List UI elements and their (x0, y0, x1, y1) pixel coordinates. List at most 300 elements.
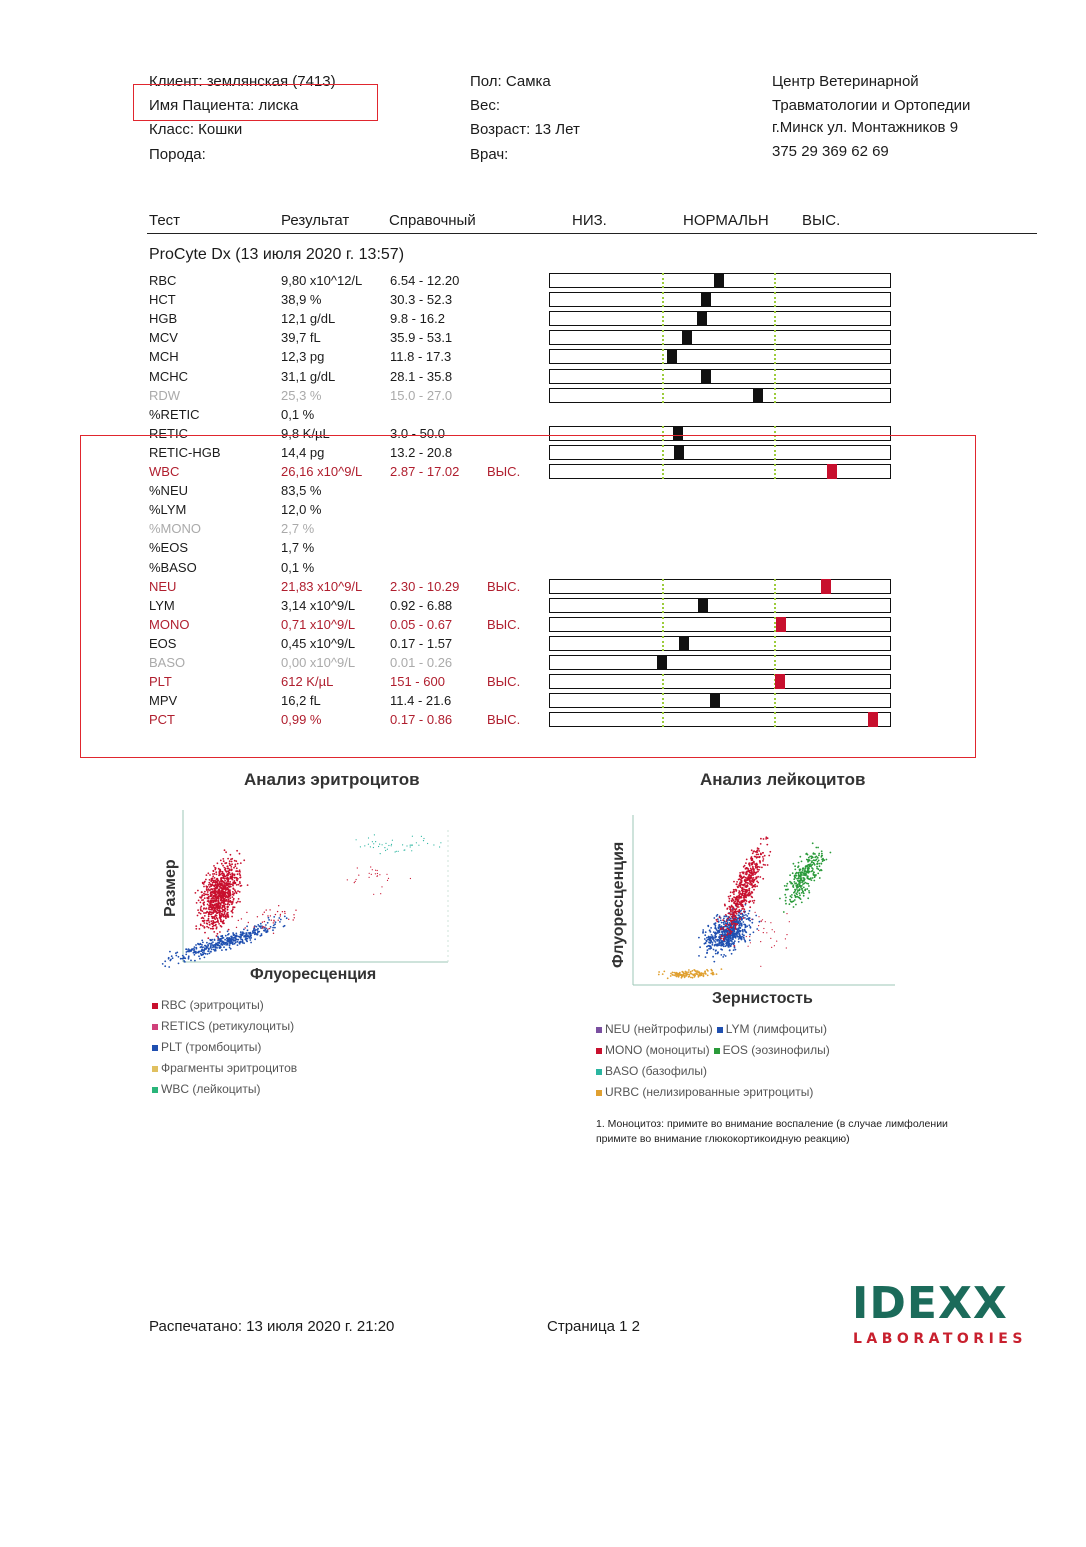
scatter-point (223, 937, 225, 939)
scatter-point (269, 909, 270, 910)
test-result: 1,7 % (281, 540, 315, 555)
scatter-point (743, 866, 745, 868)
scatter-point (717, 931, 719, 933)
scatter-point (802, 868, 804, 870)
scatter-point (742, 887, 744, 889)
scatter-point (802, 883, 804, 885)
scatter-point (211, 948, 213, 950)
scatter-point (203, 908, 205, 910)
test-name: MCH (149, 349, 179, 364)
wbc-x-label: Зернистость (712, 990, 813, 1007)
scatter-point (221, 877, 223, 879)
scatter-point (763, 838, 765, 840)
scatter-point (223, 903, 225, 905)
scatter-point (215, 871, 217, 873)
test-result: 26,16 x10^9/L (281, 464, 363, 479)
client-label: Клиент: землянская (7413) (149, 73, 336, 90)
scatter-point (228, 929, 230, 931)
scatter-point (720, 941, 722, 943)
scatter-point (370, 866, 371, 867)
scatter-point (819, 865, 821, 867)
scatter-point (747, 885, 749, 887)
scatter-point (231, 868, 233, 870)
scatter-point (742, 930, 744, 932)
scatter-point (732, 938, 734, 940)
scatter-point (793, 878, 795, 880)
scatter-point (785, 938, 786, 939)
scatter-point (227, 900, 229, 902)
scatter-point (806, 883, 808, 885)
scatter-point (184, 957, 186, 959)
scatter-point (716, 921, 718, 923)
scatter-point (733, 896, 735, 898)
scatter-point (208, 948, 210, 950)
legend-swatch (717, 1027, 723, 1033)
scatter-point (794, 876, 796, 878)
scatter-point (756, 885, 758, 887)
scatter-point (744, 899, 746, 901)
abnormal-results-highlight (80, 435, 976, 758)
doctor: Врач: (470, 146, 509, 163)
scatter-point (215, 910, 217, 912)
scatter-point (284, 916, 286, 918)
scatter-point (735, 919, 737, 921)
scatter-point (411, 850, 412, 851)
scatter-point (721, 968, 723, 970)
result-row (0, 386, 1086, 405)
rbc-x-label: Флуоресценция (250, 966, 377, 983)
scatter-point (718, 928, 720, 930)
rbc-scatter-points (162, 834, 442, 968)
scatter-point (731, 931, 733, 933)
scatter-point (813, 863, 815, 865)
scatter-point (228, 891, 230, 893)
scatter-point (658, 971, 660, 973)
scatter-point (723, 923, 725, 925)
scatter-point (738, 879, 740, 881)
scatter-point (761, 867, 763, 869)
scatter-point (755, 915, 757, 917)
range-guide-line (774, 311, 776, 326)
scatter-point (770, 938, 771, 939)
scatter-point (224, 867, 226, 869)
scatter-point (797, 896, 799, 898)
range-guide-line (662, 292, 664, 307)
scatter-point (178, 956, 180, 958)
scatter-point (813, 880, 815, 882)
scatter-point (220, 871, 222, 873)
scatter-point (219, 918, 221, 920)
scatter-point (223, 877, 225, 879)
range-guide-line (774, 292, 776, 307)
scatter-point (762, 856, 764, 858)
scatter-point (694, 976, 696, 978)
scatter-point (284, 925, 286, 927)
test-name: MONO (149, 617, 190, 632)
scatter-point (205, 953, 207, 955)
scatter-point (387, 880, 388, 881)
scatter-point (224, 898, 226, 900)
scatter-point (200, 897, 202, 899)
scatter-point (744, 879, 746, 881)
range-guide-line (774, 388, 776, 403)
scatter-point (682, 972, 684, 974)
scatter-point (756, 854, 758, 856)
test-result: 0,1 % (281, 560, 315, 575)
scatter-point (786, 883, 788, 885)
scatter-point (213, 931, 215, 933)
scatter-point (423, 840, 424, 841)
scatter-point (209, 952, 211, 954)
scatter-point (789, 874, 791, 876)
scatter-point (706, 941, 708, 943)
scatter-point (222, 865, 224, 867)
scatter-point (729, 943, 731, 945)
scatter-point (722, 919, 724, 921)
scatter-point (726, 936, 728, 938)
scatter-point (743, 908, 745, 910)
scatter-point (280, 914, 281, 915)
scatter-point (214, 899, 216, 901)
scatter-point (294, 917, 295, 918)
scatter-point (740, 886, 742, 888)
scatter-point (754, 884, 756, 886)
scatter-point (767, 837, 769, 839)
scatter-point (752, 873, 754, 875)
scatter-point (740, 922, 742, 924)
scatter-point (218, 885, 220, 887)
scatter-point (749, 910, 751, 912)
scatter-point (230, 902, 232, 904)
scatter-point (753, 861, 755, 863)
scatter-point (212, 944, 214, 946)
scatter-point (830, 852, 832, 854)
scatter-point (801, 902, 803, 904)
scatter-point (714, 935, 716, 937)
scatter-point (719, 917, 721, 919)
scatter-point (219, 945, 221, 947)
scatter-point (730, 895, 732, 897)
scatter-point (712, 956, 714, 958)
reference-range: 0.92 - 6.88 (390, 598, 453, 613)
scatter-point (264, 926, 265, 927)
scatter-point (759, 866, 761, 868)
scatter-point (735, 911, 737, 913)
scatter-point (733, 936, 735, 938)
scatter-point (202, 925, 204, 927)
scatter-point (223, 941, 225, 943)
scatter-point (210, 951, 212, 953)
result-row (0, 290, 1086, 309)
scatter-point (217, 918, 219, 920)
scatter-point (710, 931, 712, 933)
scatter-point (200, 924, 202, 926)
scatter-point (816, 868, 818, 870)
scatter-point (730, 945, 732, 947)
scatter-point (219, 873, 221, 875)
scatter-point (225, 908, 227, 910)
scatter-point (164, 965, 166, 967)
scatter-point (812, 877, 814, 879)
scatter-point (228, 933, 230, 935)
scatter-point (753, 881, 755, 883)
scatter-point (185, 948, 187, 950)
scatter-point (720, 920, 722, 922)
scatter-point (805, 853, 807, 855)
reference-range: 0.01 - 0.26 (390, 655, 453, 670)
scatter-point (197, 915, 199, 917)
scatter-point (226, 889, 228, 891)
scatter-point (707, 939, 709, 941)
scatter-point (751, 896, 753, 898)
rbc-plot-title: Анализ эритроцитов (244, 770, 420, 789)
test-result: 2,7 % (281, 521, 315, 536)
scatter-point (207, 872, 209, 874)
scatter-point (391, 845, 392, 846)
scatter-point (232, 874, 234, 876)
scatter-point (774, 945, 775, 946)
legend-label: RETICS (ретикулоциты) (161, 1019, 295, 1033)
scatter-point (748, 946, 749, 947)
scatter-point (756, 928, 758, 930)
scatter-point (710, 973, 712, 975)
scatter-point (225, 870, 227, 872)
scatter-point (190, 960, 192, 962)
scatter-point (693, 974, 695, 976)
scatter-point (741, 908, 743, 910)
scatter-point (204, 920, 206, 922)
scatter-point (202, 899, 204, 901)
scatter-point (803, 877, 805, 879)
scatter-point (751, 849, 753, 851)
scatter-point (217, 920, 219, 922)
scatter-point (240, 938, 242, 940)
scatter-point (750, 927, 752, 929)
scatter-point (743, 911, 745, 913)
page-number: Страница 1 2 (547, 1318, 641, 1335)
scatter-point (771, 947, 772, 948)
scatter-point (211, 897, 213, 899)
scatter-point (809, 856, 811, 858)
scatter-point (214, 918, 216, 920)
scatter-point (178, 963, 180, 965)
scatter-point (233, 937, 235, 939)
scatter-point (721, 922, 723, 924)
rbc-legend (152, 998, 297, 1103)
scatter-point (232, 912, 234, 914)
scatter-point (667, 977, 669, 979)
scatter-point (232, 942, 234, 944)
range-guide-line (774, 273, 776, 288)
scatter-point (221, 914, 223, 916)
scatter-point (379, 874, 380, 875)
scatter-point (229, 943, 231, 945)
scatter-point (239, 873, 241, 875)
scatter-point (418, 845, 419, 846)
scatter-point (748, 862, 750, 864)
scatter-point (212, 926, 214, 928)
scatter-point (245, 927, 246, 928)
scatter-point (663, 971, 665, 973)
scatter-point (796, 886, 798, 888)
scatter-point (222, 875, 224, 877)
scatter-point (799, 894, 801, 896)
scatter-point (820, 856, 822, 858)
scatter-point (727, 941, 729, 943)
scatter-point (723, 922, 725, 924)
scatter-point (240, 934, 242, 936)
scatter-point (722, 956, 724, 958)
scatter-point (769, 851, 771, 853)
scatter-point (373, 843, 374, 844)
scatter-point (723, 929, 725, 931)
scatter-point (221, 949, 223, 951)
scatter-point (808, 857, 810, 859)
scatter-point (213, 912, 215, 914)
scatter-point (709, 942, 711, 944)
scatter-point (699, 946, 701, 948)
scatter-point (715, 925, 717, 927)
test-name: %RETIC (149, 407, 200, 422)
scatter-point (692, 970, 694, 972)
scatter-point (743, 901, 745, 903)
scatter-point (707, 925, 709, 927)
scatter-point (751, 871, 753, 873)
scatter-point (724, 904, 726, 906)
wbc-legend-line (596, 1064, 830, 1078)
scatter-point (215, 891, 217, 893)
scatter-point (255, 929, 257, 931)
scatter-point (235, 870, 237, 872)
result-row (0, 347, 1086, 366)
scatter-point (238, 871, 240, 873)
scatter-point (214, 939, 216, 941)
scatter-point (201, 891, 203, 893)
scatter-point (213, 908, 215, 910)
scatter-point (704, 938, 706, 940)
scatter-point (227, 868, 229, 870)
scatter-point (745, 895, 747, 897)
scatter-point (717, 953, 719, 955)
breed: Порода: (149, 146, 206, 163)
scatter-point (213, 923, 215, 925)
scatter-point (224, 875, 226, 877)
scatter-point (213, 900, 215, 902)
scatter-point (739, 933, 741, 935)
test-result: 0,71 x10^9/L (281, 617, 356, 632)
scatter-point (758, 869, 760, 871)
scatter-point (814, 875, 816, 877)
scatter-point (275, 914, 276, 915)
reference-range: 15.0 - 27.0 (390, 388, 453, 403)
test-result: 0,45 x10^9/L (281, 636, 356, 651)
reference-range: 0.17 - 0.86 (390, 712, 453, 727)
scatter-point (753, 902, 755, 904)
scatter-point (265, 924, 267, 926)
scatter-point (749, 883, 751, 885)
result-marker (697, 311, 707, 326)
scatter-point (217, 900, 219, 902)
scatter-point (245, 938, 247, 940)
scatter-point (169, 951, 171, 953)
scatter-point (745, 902, 747, 904)
scatter-point (743, 935, 745, 937)
scatter-point (818, 853, 820, 855)
scatter-point (711, 970, 713, 972)
scatter-point (237, 890, 239, 892)
range-guide-line (662, 349, 664, 364)
scatter-point (739, 931, 741, 933)
scatter-point (227, 895, 229, 897)
range-guide-line (662, 273, 664, 288)
scatter-point (188, 956, 190, 958)
scatter-point (220, 887, 222, 889)
scatter-point (250, 942, 252, 944)
scatter-point (222, 871, 224, 873)
scatter-point (729, 950, 731, 952)
scatter-point (713, 917, 715, 919)
scatter-point (749, 934, 751, 936)
scatter-point (224, 896, 226, 898)
scatter-point (385, 850, 386, 851)
test-name: %NEU (149, 483, 189, 498)
scatter-point (388, 878, 389, 879)
scatter-point (817, 847, 819, 849)
scatter-point (749, 892, 751, 894)
scatter-point (732, 898, 734, 900)
scatter-point (224, 886, 226, 888)
header-divider (147, 233, 1037, 234)
scatter-point (810, 866, 812, 868)
reference-range: 30.3 - 52.3 (390, 292, 453, 307)
scatter-point (789, 921, 790, 922)
scatter-point (230, 866, 232, 868)
scatter-point (236, 941, 238, 943)
scatter-point (229, 868, 231, 870)
scatter-point (725, 916, 727, 918)
scatter-point (232, 932, 234, 934)
scatter-point (180, 958, 182, 960)
scatter-point (698, 937, 700, 939)
scatter-point (216, 903, 218, 905)
scatter-point (243, 859, 245, 861)
scatter-point (410, 878, 411, 879)
scatter-point (715, 927, 717, 929)
scatter-point (168, 957, 170, 959)
scatter-point (272, 929, 274, 931)
scatter-point (789, 881, 791, 883)
scatter-point (690, 971, 692, 973)
scatter-point (746, 871, 748, 873)
scatter-point (735, 933, 737, 935)
scatter-point (194, 960, 196, 962)
legend-label: WBC (лейкоциты) (161, 1082, 261, 1096)
test-result: 25,3 % (281, 388, 322, 403)
scatter-point (735, 926, 737, 928)
scatter-point (744, 930, 746, 932)
scatter-point (738, 938, 740, 940)
test-result: 83,5 % (281, 483, 322, 498)
scatter-point (223, 909, 225, 911)
scatter-point (749, 939, 751, 941)
scatter-point (231, 861, 233, 863)
scatter-point (227, 906, 229, 908)
scatter-point (738, 892, 740, 894)
scatter-point (232, 882, 234, 884)
scatter-point (377, 870, 378, 871)
scatter-point (222, 900, 224, 902)
reference-range: 6.54 - 12.20 (390, 273, 460, 288)
